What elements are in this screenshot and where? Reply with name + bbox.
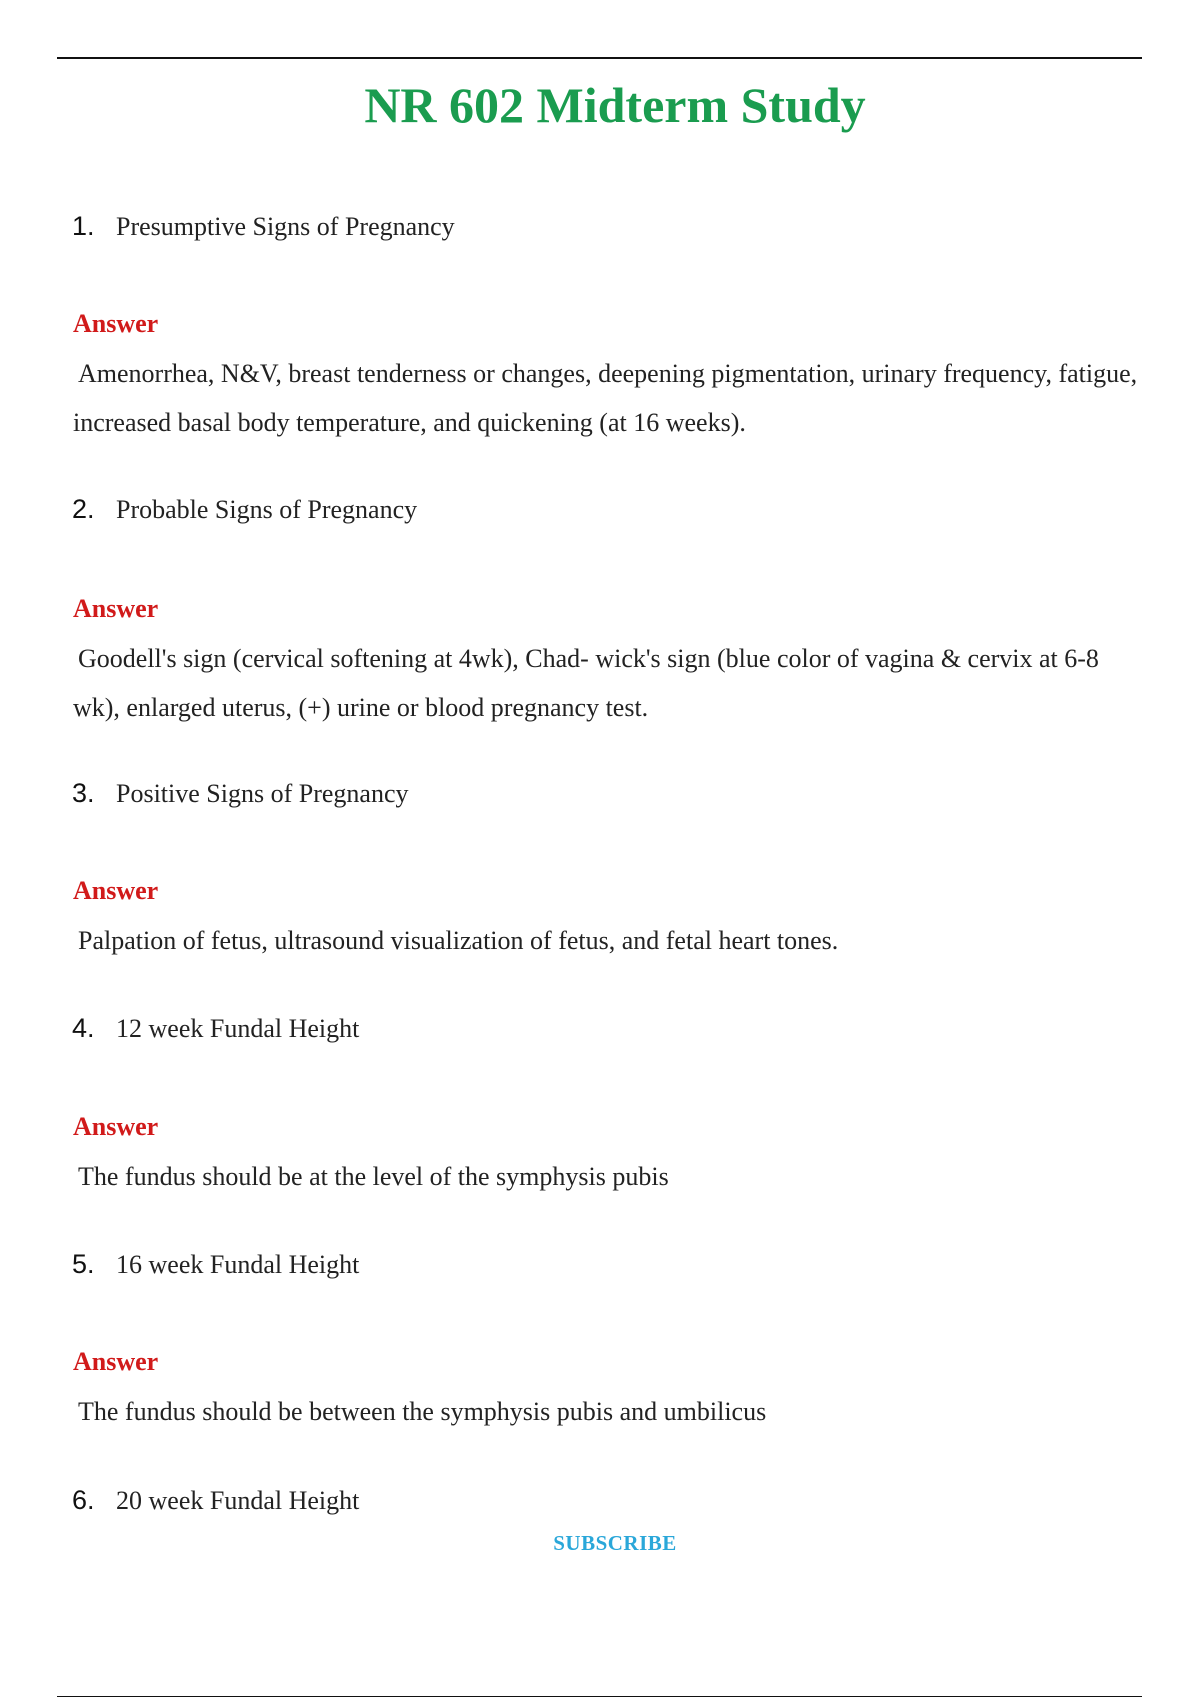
page-title: NR 602 Midterm Study [364, 77, 866, 133]
question-text: 16 week Fundal Height [116, 1250, 360, 1279]
answer-text-1: Amenorrhea, N&V, breast tenderness or changes, deepening pigmentation, urinary frequency, fatigue, increased basal body temperature, and quickening (at 16 weeks). [73, 359, 1138, 437]
question-number: 6. [72, 1485, 95, 1515]
question-4 [72, 1010, 359, 1047]
question-5 [72, 1246, 359, 1283]
question-1 [72, 208, 455, 245]
answer-label-1: Answer [73, 309, 159, 338]
question-number: 5. [72, 1249, 95, 1279]
question-2 [72, 491, 417, 528]
question-number: 3. [72, 778, 95, 808]
bottom-rule [57, 1696, 1142, 1697]
question-6 [72, 1482, 359, 1519]
question-text: Presumptive Signs of Pregnancy [116, 212, 455, 241]
top-rule [57, 57, 1142, 59]
answer-label-5: Answer [73, 1347, 159, 1376]
question-3 [72, 775, 409, 812]
answer-label-3: Answer [73, 876, 159, 905]
question-number: 1. [72, 211, 95, 241]
answer-text-4: The fundus should be at the level of the symphysis pubis [78, 1162, 669, 1191]
question-number: 2. [72, 494, 95, 524]
answer-text-2: Goodell's sign (cervical softening at 4wk), Chad- wick's sign (blue color of vagina & cervix at 6-8 wk), enlarged uterus, (+) urine or blood pregnancy test. [73, 644, 1099, 722]
answer-text-3: Palpation of fetus, ultrasound visualization of fetus, and fetal heart tones. [78, 926, 839, 955]
question-text: Probable Signs of Pregnancy [116, 495, 418, 524]
question-text: Positive Signs of Pregnancy [116, 779, 409, 808]
answer-text-5: The fundus should be between the symphysis pubis and umbilicus [78, 1397, 767, 1426]
question-text: 12 week Fundal Height [116, 1014, 360, 1043]
question-number: 4. [72, 1013, 95, 1043]
subscribe-link[interactable]: SUBSCRIBE [553, 1531, 677, 1555]
question-text: 20 week Fundal Height [116, 1486, 360, 1515]
answer-label-4: Answer [73, 1112, 159, 1141]
answer-label-2: Answer [73, 594, 159, 623]
